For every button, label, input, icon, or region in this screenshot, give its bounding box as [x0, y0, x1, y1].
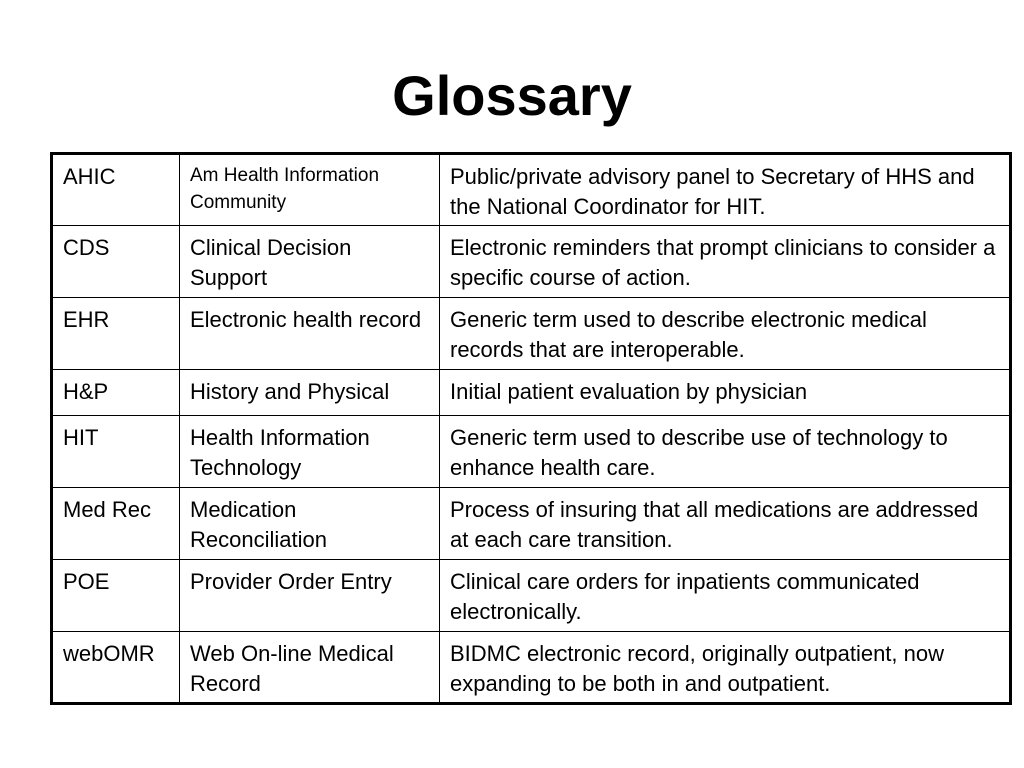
glossary-table	[50, 152, 1012, 705]
table-row	[52, 226, 1011, 298]
description-cell: Clinical care orders for inpatients communicated electronically.	[440, 560, 1011, 632]
description-cell: Electronic reminders that prompt clinicians to consider a specific course of action.	[440, 226, 1011, 298]
abbreviation-cell: CDS	[52, 226, 180, 298]
term-cell: Clinical Decision Support	[180, 226, 440, 298]
description-cell: Generic term used to describe electronic medical records that are interoperable.	[440, 298, 1011, 370]
table-row	[52, 154, 1011, 226]
abbreviation-cell: HIT	[52, 416, 180, 488]
abbreviation-cell: EHR	[52, 298, 180, 370]
table-row	[52, 560, 1011, 632]
abbreviation-cell: POE	[52, 560, 180, 632]
term-cell: Medication Reconciliation	[180, 488, 440, 560]
table-row	[52, 632, 1011, 704]
description-cell: Initial patient evaluation by physician	[440, 370, 1011, 416]
table-row	[52, 416, 1011, 488]
description-cell: Process of insuring that all medications are addressed at each care transition.	[440, 488, 1011, 560]
abbreviation-cell: webOMR	[52, 632, 180, 704]
slide-title: Glossary	[392, 64, 632, 127]
table-row	[52, 488, 1011, 560]
abbreviation-cell: H&P	[52, 370, 180, 416]
term-cell: Provider Order Entry	[180, 560, 440, 632]
description-cell: BIDMC electronic record, originally outpatient, now expanding to be both in and outpatient.	[440, 632, 1011, 704]
abbreviation-cell: AHIC	[52, 154, 180, 226]
abbreviation-cell: Med Rec	[52, 488, 180, 560]
term-cell: Am Health Information Community	[180, 154, 440, 226]
description-cell: Public/private advisory panel to Secretary of HHS and the National Coordinator for HIT.	[440, 154, 1011, 226]
term-cell: Electronic health record	[180, 298, 440, 370]
description-cell: Generic term used to describe use of technology to enhance health care.	[440, 416, 1011, 488]
table-row	[52, 370, 1011, 416]
table-row	[52, 298, 1011, 370]
term-cell: History and Physical	[180, 370, 440, 416]
term-cell: Web On-line Medical Record	[180, 632, 440, 704]
term-cell: Health Information Technology	[180, 416, 440, 488]
